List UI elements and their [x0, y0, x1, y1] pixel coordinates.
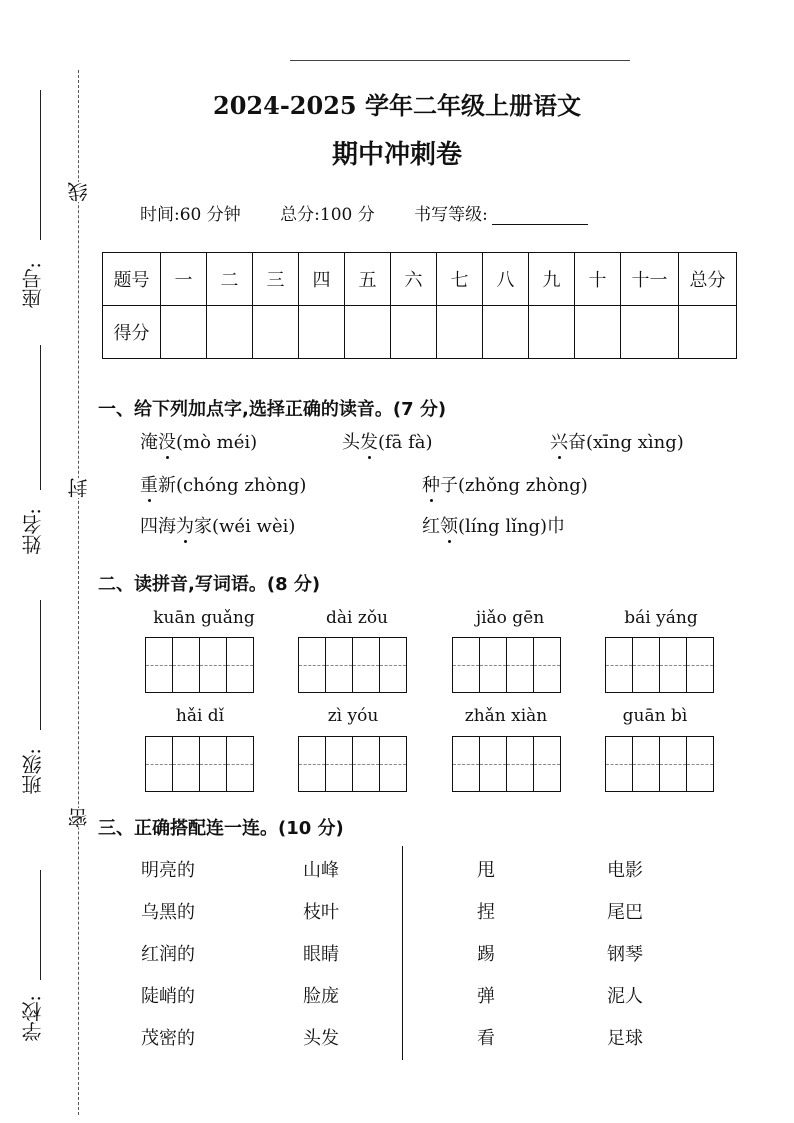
pronunciation-item	[140, 428, 257, 454]
score-col-header: 一	[161, 253, 207, 306]
class-line	[40, 600, 41, 730]
item-text: 红	[422, 516, 440, 537]
top-rule	[290, 60, 630, 61]
seal-char-xian: 线	[64, 182, 93, 202]
pronunciation-item	[342, 428, 433, 454]
writing-grid[interactable]	[605, 637, 714, 693]
item-text: 四海	[140, 516, 176, 537]
item-options: 奋(xīng xìng)	[568, 432, 684, 453]
pinyin-label: dài zǒu	[326, 608, 388, 628]
writing-grid[interactable]	[452, 637, 561, 693]
grid-cell[interactable]	[227, 737, 253, 791]
score-cell[interactable]	[483, 306, 529, 359]
item-text: 头	[342, 432, 360, 453]
score-col-header: 九	[529, 253, 575, 306]
grid-cell[interactable]	[606, 737, 633, 791]
writing-grid[interactable]	[452, 736, 561, 792]
school-label: 学校:	[21, 995, 45, 1042]
pinyin-label: jiǎo gēn	[475, 608, 545, 628]
match-noun[interactable]: 山峰	[303, 860, 339, 881]
pronunciation-item	[550, 428, 684, 454]
pinyin-label: hǎi dǐ	[175, 706, 225, 726]
class-label: 班级:	[21, 748, 45, 795]
dotted-char: 没	[158, 428, 176, 454]
score-table-header-row	[103, 253, 737, 306]
pronunciation-item	[422, 512, 565, 538]
pinyin-label: guān bì	[622, 706, 688, 726]
grid-cell[interactable]	[353, 638, 380, 692]
score-col-header: 三	[253, 253, 299, 306]
seal-char-feng: 封	[64, 478, 93, 498]
score-cell[interactable]	[253, 306, 299, 359]
grid-cell[interactable]	[173, 638, 200, 692]
dotted-char: 发	[360, 428, 378, 454]
school-line	[40, 870, 41, 980]
grid-cell[interactable]	[534, 737, 560, 791]
pinyin-label: kuān guǎng	[153, 608, 255, 628]
grid-cell[interactable]	[687, 638, 713, 692]
match-adjective[interactable]: 明亮的	[141, 860, 195, 881]
grid-cell[interactable]	[299, 638, 326, 692]
section-2-heading: 二、读拼音,写词语。(8 分)	[98, 574, 321, 595]
grid-cell[interactable]	[146, 638, 173, 692]
writing-grid[interactable]	[145, 637, 254, 693]
pronunciation-item	[140, 471, 306, 497]
score-col-header: 十一	[621, 253, 679, 306]
writing-grid[interactable]	[605, 736, 714, 792]
dotted-char: 兴	[550, 428, 568, 454]
match-noun[interactable]: 眼睛	[303, 944, 339, 965]
score-table	[102, 252, 737, 359]
writing-grid[interactable]	[298, 736, 407, 792]
writing-grade-blank[interactable]	[492, 208, 588, 225]
score-col-header: 总分	[679, 253, 737, 306]
grid-cell[interactable]	[480, 737, 507, 791]
score-cell[interactable]	[345, 306, 391, 359]
grid-cell[interactable]	[507, 638, 534, 692]
score-col-header: 五	[345, 253, 391, 306]
match-object[interactable]: 尾巴	[607, 902, 643, 923]
grid-cell[interactable]	[200, 638, 227, 692]
grid-cell[interactable]	[227, 638, 253, 692]
item-options: 子(zhǒng zhòng)	[440, 475, 588, 496]
match-verb[interactable]: 甩	[477, 860, 495, 881]
score-col-header: 六	[391, 253, 437, 306]
grid-cell[interactable]	[326, 737, 353, 791]
item-text: 淹	[140, 432, 158, 453]
grid-cell[interactable]	[687, 737, 713, 791]
score-cell[interactable]	[299, 306, 345, 359]
score-cell[interactable]	[575, 306, 621, 359]
name-label: 姓名:	[21, 508, 45, 555]
grid-cell[interactable]	[633, 638, 660, 692]
grid-cell[interactable]	[660, 737, 687, 791]
match-noun[interactable]: 头发	[303, 1028, 339, 1049]
pronunciation-item	[422, 471, 588, 497]
score-col-header: 二	[207, 253, 253, 306]
grid-cell[interactable]	[380, 737, 406, 791]
match-adjective[interactable]: 陡峭的	[141, 986, 195, 1007]
item-options: (líng lǐng)巾	[458, 516, 566, 537]
match-object[interactable]: 钢琴	[607, 944, 643, 965]
dotted-char: 重	[140, 471, 158, 497]
grid-cell[interactable]	[507, 737, 534, 791]
grid-cell[interactable]	[660, 638, 687, 692]
match-verb[interactable]: 踢	[477, 944, 495, 965]
score-col-header: 七	[437, 253, 483, 306]
writing-grid[interactable]	[145, 736, 254, 792]
score-cell[interactable]	[529, 306, 575, 359]
writing-grid[interactable]	[298, 637, 407, 693]
match-object[interactable]: 泥人	[607, 986, 643, 1007]
match-noun[interactable]: 枝叶	[303, 902, 339, 923]
match-noun[interactable]: 脸庞	[303, 986, 339, 1007]
pinyin-label: zì yóu	[327, 706, 379, 726]
grid-cell[interactable]	[453, 737, 480, 791]
item-options: 家(wéi wèi)	[194, 516, 296, 537]
grid-cell[interactable]	[353, 737, 380, 791]
match-verb[interactable]: 弹	[477, 986, 495, 1007]
score-cell[interactable]	[621, 306, 679, 359]
page-subtitle: 期中冲刺卷	[331, 140, 462, 170]
score-cell[interactable]	[437, 306, 483, 359]
match-object[interactable]: 电影	[607, 860, 643, 881]
grid-cell[interactable]	[480, 638, 507, 692]
score-col-header: 四	[299, 253, 345, 306]
grid-cell[interactable]	[633, 737, 660, 791]
seal-char-mi: 密	[64, 808, 93, 828]
name-line	[40, 345, 41, 490]
match-divider	[402, 846, 403, 1060]
score-col-header: 八	[483, 253, 529, 306]
page-title: 2024-2025 学年二年级上册语文	[213, 91, 581, 120]
exam-time: 时间:60 分钟	[140, 205, 241, 225]
item-options: 新(chóng zhòng)	[158, 475, 307, 496]
pronunciation-item	[140, 512, 295, 538]
grid-cell[interactable]	[146, 737, 173, 791]
score-cell[interactable]	[161, 306, 207, 359]
grid-cell[interactable]	[606, 638, 633, 692]
match-verb[interactable]: 看	[477, 1028, 495, 1049]
pinyin-label: bái yáng	[624, 608, 698, 628]
grid-cell[interactable]	[299, 737, 326, 791]
score-table-row-label: 题号	[103, 253, 161, 306]
score-cell[interactable]	[207, 306, 253, 359]
pinyin-label: zhǎn xiàn	[464, 706, 548, 726]
item-options: (mò méi)	[176, 432, 258, 453]
grid-cell[interactable]	[534, 638, 560, 692]
grid-cell[interactable]	[200, 737, 227, 791]
seat-label: 座号:	[21, 262, 45, 309]
score-cell[interactable]	[679, 306, 737, 359]
exam-info	[140, 200, 622, 225]
score-cell[interactable]	[391, 306, 437, 359]
section-3-heading: 三、正确搭配连一连。(10 分)	[98, 818, 344, 839]
dotted-char: 领	[440, 512, 458, 538]
writing-grade-label: 书写等级:	[414, 205, 488, 225]
grid-cell[interactable]	[380, 638, 406, 692]
match-verb[interactable]: 捏	[477, 902, 495, 923]
match-object[interactable]: 足球	[607, 1028, 643, 1049]
grid-cell[interactable]	[453, 638, 480, 692]
match-adjective[interactable]: 乌黑的	[141, 902, 195, 923]
item-options: (fā fà)	[378, 432, 433, 453]
dotted-char: 种	[422, 471, 440, 497]
section-1-heading: 一、给下列加点字,选择正确的读音。(7 分)	[98, 399, 447, 420]
binding-dashed-line	[78, 70, 79, 1115]
score-table-row-label: 得分	[103, 306, 161, 359]
score-col-header: 十	[575, 253, 621, 306]
match-adjective[interactable]: 红润的	[141, 944, 195, 965]
score-table-score-row	[103, 306, 737, 359]
match-adjective[interactable]: 茂密的	[141, 1028, 195, 1049]
dotted-char: 为	[176, 512, 194, 538]
exam-total: 总分:100 分	[280, 205, 375, 225]
grid-cell[interactable]	[326, 638, 353, 692]
grid-cell[interactable]	[173, 737, 200, 791]
